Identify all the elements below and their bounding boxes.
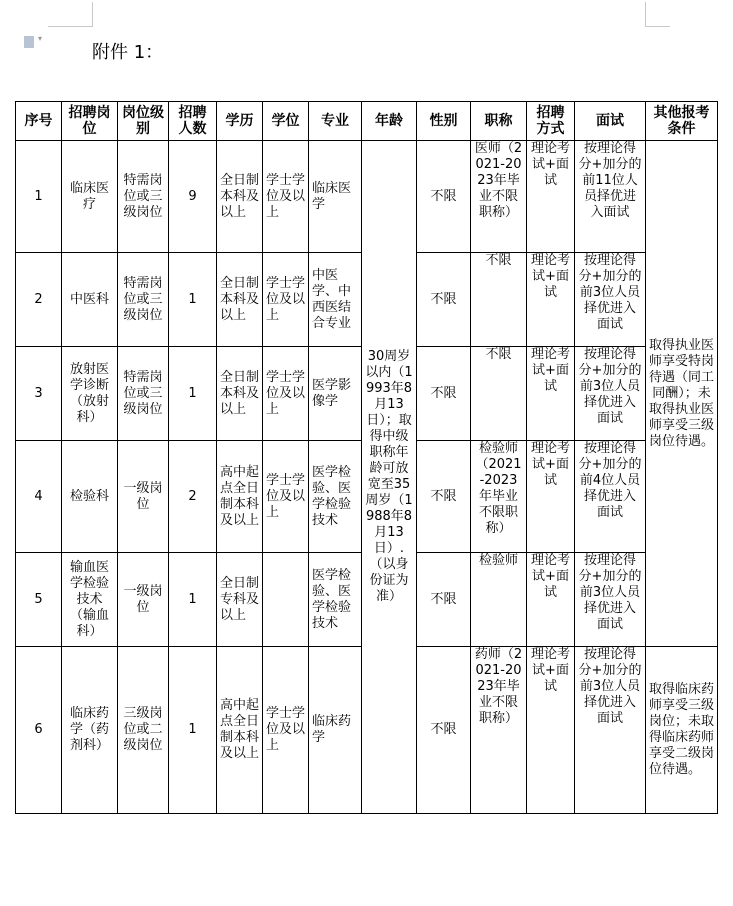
header-row [16,102,718,141]
cell-degree: 学士学位及以上 [263,441,309,553]
cell-method: 理论考试+面试 [527,553,575,647]
cell-gender: 不限 [417,553,471,647]
cell-level: 一级岗位 [118,441,169,553]
cell-count: 1 [169,347,217,441]
cell-title: 药师（2021-2023年毕业不限职称） [471,647,527,814]
margin-mark [48,26,93,27]
cell-level: 特需岗位或三级岗位 [118,141,169,253]
cell-degree: 学士学位及以上 [263,647,309,814]
cell-no: 1 [16,141,62,253]
header-cell: 面试 [575,102,646,141]
margin-mark [645,2,646,26]
cell-major: 医学检验、医学检验技术 [309,553,362,647]
cell-title: 检验师 [471,553,527,647]
cell-count: 1 [169,253,217,347]
cell-degree: 学士学位及以上 [263,347,309,441]
cell-method: 理论考试+面试 [527,141,575,253]
cell-count: 9 [169,141,217,253]
cell-major: 医学影像学 [309,347,362,441]
cell-age: 30周岁以内（1993年8月13日）；取得中级职称年龄可放宽至35周岁（1988年8月13日）.（以身份证为准） [362,141,417,814]
cell-degree: 学士学位及以上 [263,253,309,347]
cell-edu: 全日制专科及以上 [217,553,263,647]
cell-major: 医学检验、医学检验技术 [309,441,362,553]
cell-post: 输血医学检验技术（输血科） [62,553,118,647]
cell-no: 5 [16,553,62,647]
cell-interview: 按理论得分+加分的前3位人员择优进入面试 [575,253,646,347]
cell-count: 2 [169,441,217,553]
cell-interview: 按理论得分+加分的前3位人员择优进入面试 [575,647,646,814]
header-cell: 招聘人数 [169,102,217,141]
cell-post: 放射医学诊断（放射科） [62,347,118,441]
cell-major: 临床医学 [309,141,362,253]
header-cell: 招聘岗位 [62,102,118,141]
cell-edu: 高中起点全日制本科及以上 [217,647,263,814]
header-cell: 其他报考条件 [646,102,718,141]
cell-post: 中医科 [62,253,118,347]
cell-post: 检验科 [62,441,118,553]
cell-interview: 按理论得分+加分的前3位人员择优进入面试 [575,347,646,441]
cell-no: 2 [16,253,62,347]
cell-title: 不限 [471,347,527,441]
cell-method: 理论考试+面试 [527,441,575,553]
header-cell: 学历 [217,102,263,141]
cell-post: 临床药学（药剂科） [62,647,118,814]
cell-interview: 按理论得分+加分的前3位人员择优进入面试 [575,553,646,647]
cell-interview: 按理论得分+加分的前11位人员择优进入面试 [575,141,646,253]
cell-level: 一级岗位 [118,553,169,647]
header-cell: 专业 [309,102,362,141]
cell-title: 不限 [471,253,527,347]
cell-other-conditions: 取得临床药师享受三级岗位；未取得临床药师享受二级岗位待遇。 [646,647,718,814]
margin-mark [92,2,93,26]
cell-gender: 不限 [417,441,471,553]
dropdown-arrow-icon[interactable]: ▾ [38,34,43,43]
cell-interview: 按理论得分+加分的前4位人员择优进入面试 [575,441,646,553]
table-row [16,141,718,253]
cell-no: 4 [16,441,62,553]
cell-title: 检验师（2021-2023年毕业不限职称） [471,441,527,553]
cell-edu: 高中起点全日制本科及以上 [217,441,263,553]
header-cell: 岗位级别 [118,102,169,141]
cell-level: 特需岗位或三级岗位 [118,253,169,347]
cell-title: 医师（2021-2023年毕业不限职称） [471,141,527,253]
document-icon[interactable] [24,34,43,48]
cell-method: 理论考试+面试 [527,647,575,814]
cell-count: 1 [169,647,217,814]
header-cell: 序号 [16,102,62,141]
recruitment-table [15,101,718,814]
cell-major: 临床药学 [309,647,362,814]
cell-post: 临床医疗 [62,141,118,253]
cell-no: 6 [16,647,62,814]
cell-count: 1 [169,553,217,647]
cell-gender: 不限 [417,253,471,347]
cell-level: 特需岗位或三级岗位 [118,347,169,441]
cell-degree: 学士学位及以上 [263,141,309,253]
cell-method: 理论考试+面试 [527,253,575,347]
cell-gender: 不限 [417,347,471,441]
cell-method: 理论考试+面试 [527,347,575,441]
header-cell: 招聘方式 [527,102,575,141]
cell-other-conditions: 取得执业医师享受特岗待遇（同工同酬）；未取得执业医师享受三级岗位待遇。 [646,141,718,647]
header-cell: 年龄 [362,102,417,141]
cell-level: 三级岗位或二级岗位 [118,647,169,814]
header-cell: 性别 [417,102,471,141]
header-cell: 学位 [263,102,309,141]
cell-gender: 不限 [417,647,471,814]
cell-edu: 全日制本科及以上 [217,347,263,441]
cell-degree [263,553,309,647]
cell-major: 中医学、中西医结合专业 [309,253,362,347]
cell-edu: 全日制本科及以上 [217,253,263,347]
header-cell: 职称 [471,102,527,141]
attachment-title: 附件 1： [92,42,164,63]
cell-edu: 全日制本科及以上 [217,141,263,253]
cell-no: 3 [16,347,62,441]
cell-gender: 不限 [417,141,471,253]
margin-mark [645,26,670,27]
